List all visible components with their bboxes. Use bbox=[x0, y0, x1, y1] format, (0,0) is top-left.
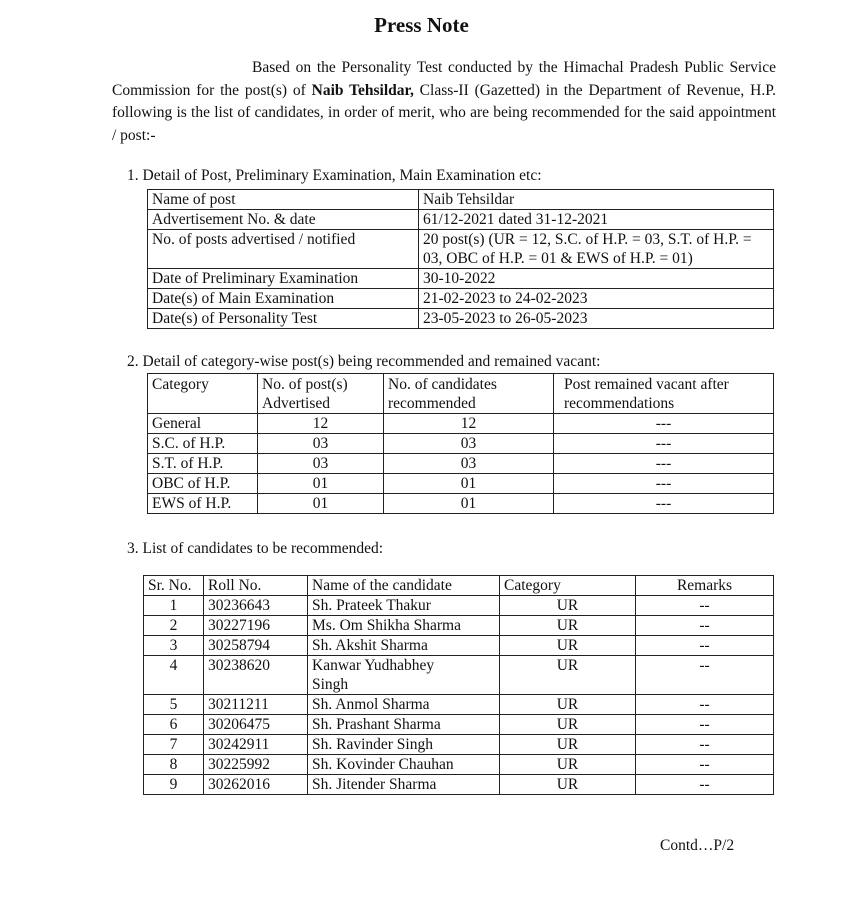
table-cell-label: No. of posts advertised / notified bbox=[148, 230, 419, 269]
table-cell-value: 21-02-2023 to 24-02-2023 bbox=[419, 289, 774, 309]
table-cell: -- bbox=[636, 656, 774, 695]
table-cell: 30227196 bbox=[204, 616, 308, 636]
table-cell: Sh. Ravinder Singh bbox=[308, 735, 500, 755]
table-row bbox=[148, 494, 774, 514]
table-cell: -- bbox=[636, 616, 774, 636]
table-row bbox=[148, 269, 774, 289]
table-cell: -- bbox=[636, 695, 774, 715]
table-row bbox=[148, 289, 774, 309]
column-header: Remarks bbox=[636, 576, 774, 596]
table-cell-value: 61/12-2021 dated 31-12-2021 bbox=[419, 210, 774, 230]
table-cell: Sh. Prashant Sharma bbox=[308, 715, 500, 735]
table-row bbox=[144, 735, 774, 755]
table-cell-label: Date(s) of Main Examination bbox=[148, 289, 419, 309]
table-cell: UR bbox=[500, 715, 636, 735]
column-header: No. of candidates recommended bbox=[384, 374, 554, 414]
page-title: Press Note bbox=[374, 13, 469, 37]
table-row bbox=[144, 656, 774, 695]
table-cell: S.C. of H.P. bbox=[148, 434, 258, 454]
table-row bbox=[148, 454, 774, 474]
table-cell: 30225992 bbox=[204, 755, 308, 775]
table-cell: 6 bbox=[144, 715, 204, 735]
table-cell: 03 bbox=[384, 454, 554, 474]
table-cell: 7 bbox=[144, 735, 204, 755]
section3-heading: 3. List of candidates to be recommended: bbox=[127, 540, 384, 557]
table-cell: Sh. Anmol Sharma bbox=[308, 695, 500, 715]
column-header: No. of post(s) Advertised bbox=[258, 374, 384, 414]
table-cell: 30258794 bbox=[204, 636, 308, 656]
table-cell: UR bbox=[500, 735, 636, 755]
table-cell: Sh. Jitender Sharma bbox=[308, 775, 500, 795]
table-cell: --- bbox=[554, 434, 774, 454]
table-cell: -- bbox=[636, 755, 774, 775]
table-header-row bbox=[144, 576, 774, 596]
column-header: Roll No. bbox=[204, 576, 308, 596]
table-cell: Ms. Om Shikha Sharma bbox=[308, 616, 500, 636]
table-cell: Sh. Kovinder Chauhan bbox=[308, 755, 500, 775]
column-header: Category bbox=[500, 576, 636, 596]
table-cell: 30206475 bbox=[204, 715, 308, 735]
table-cell: 9 bbox=[144, 775, 204, 795]
table-cell: 01 bbox=[258, 494, 384, 514]
table-row bbox=[144, 636, 774, 656]
table-cell: 01 bbox=[384, 494, 554, 514]
table-cell: EWS of H.P. bbox=[148, 494, 258, 514]
post-details-table bbox=[147, 189, 774, 329]
table-row bbox=[144, 695, 774, 715]
table-cell: UR bbox=[500, 596, 636, 616]
table-cell: 8 bbox=[144, 755, 204, 775]
table-row bbox=[148, 474, 774, 494]
table-cell: --- bbox=[554, 454, 774, 474]
table-cell: 30211211 bbox=[204, 695, 308, 715]
table-cell: 01 bbox=[258, 474, 384, 494]
table-cell-label: Date(s) of Personality Test bbox=[148, 309, 419, 329]
category-table bbox=[147, 373, 774, 514]
section1-heading: 1. Detail of Post, Preliminary Examination, Main Examination etc: bbox=[127, 167, 542, 184]
table-cell: 2 bbox=[144, 616, 204, 636]
table-cell: Sh. Prateek Thakur bbox=[308, 596, 500, 616]
table-cell: --- bbox=[554, 494, 774, 514]
table-cell: 12 bbox=[384, 414, 554, 434]
column-header: Category bbox=[148, 374, 258, 414]
table-cell: 12 bbox=[258, 414, 384, 434]
table-cell-value: 20 post(s) (UR = 12, S.C. of H.P. = 03, S.T. of H.P. = 03, OBC of H.P. = 01 & EWS of H.P. = 01) bbox=[419, 230, 774, 269]
table-cell: 01 bbox=[384, 474, 554, 494]
table-cell: 5 bbox=[144, 695, 204, 715]
table-cell: UR bbox=[500, 775, 636, 795]
table-cell-value: 23-05-2023 to 26-05-2023 bbox=[419, 309, 774, 329]
table-cell: Kanwar Yudhabhey Singh bbox=[308, 656, 500, 695]
table-cell: 1 bbox=[144, 596, 204, 616]
table-row bbox=[144, 715, 774, 735]
table-cell: 03 bbox=[258, 434, 384, 454]
table-row bbox=[148, 210, 774, 230]
section2-heading: 2. Detail of category-wise post(s) being recommended and remained vacant: bbox=[127, 353, 601, 370]
table-cell: 30262016 bbox=[204, 775, 308, 795]
table-cell: -- bbox=[636, 596, 774, 616]
table-cell: OBC of H.P. bbox=[148, 474, 258, 494]
table-row bbox=[148, 190, 774, 210]
table-cell: 3 bbox=[144, 636, 204, 656]
table-cell-value: Naib Tehsildar bbox=[419, 190, 774, 210]
intro-paragraph bbox=[112, 57, 776, 147]
table-row bbox=[144, 775, 774, 795]
table-cell: UR bbox=[500, 636, 636, 656]
table-row bbox=[144, 596, 774, 616]
table-cell-label: Advertisement No. & date bbox=[148, 210, 419, 230]
table-cell-value: 30-10-2022 bbox=[419, 269, 774, 289]
table-cell: -- bbox=[636, 735, 774, 755]
table-cell: 30238620 bbox=[204, 656, 308, 695]
table-cell: S.T. of H.P. bbox=[148, 454, 258, 474]
table-row bbox=[148, 230, 774, 269]
table-cell: UR bbox=[500, 695, 636, 715]
table-cell: 4 bbox=[144, 656, 204, 695]
column-header: Post remained vacant after recommendations bbox=[554, 374, 774, 414]
table-cell: 30236643 bbox=[204, 596, 308, 616]
table-cell: UR bbox=[500, 616, 636, 636]
table-cell: 30242911 bbox=[204, 735, 308, 755]
table-cell: UR bbox=[500, 755, 636, 775]
table-cell: --- bbox=[554, 474, 774, 494]
table-cell: UR bbox=[500, 656, 636, 695]
table-cell: -- bbox=[636, 715, 774, 735]
table-cell: 03 bbox=[384, 434, 554, 454]
table-cell-label: Date of Preliminary Examination bbox=[148, 269, 419, 289]
table-cell: -- bbox=[636, 775, 774, 795]
column-header: Name of the candidate bbox=[308, 576, 500, 596]
intro-part1: Based on the Personality Test conducted by the Himachal Pradesh Public Service Commission for the post(s) of bbox=[112, 59, 776, 99]
table-cell: 03 bbox=[258, 454, 384, 474]
table-row bbox=[144, 616, 774, 636]
table-cell: -- bbox=[636, 636, 774, 656]
continued-note: Contd…P/2 bbox=[660, 837, 735, 854]
intro-part2: Class-II (Gazetted) in the Department of Revenue, H.P. following is the list of candidates, in order of merit, who are being recommended for the said appointment / post:- bbox=[112, 81, 776, 144]
intro-post-name: Naib Tehsildar, bbox=[311, 81, 414, 99]
table-row bbox=[148, 414, 774, 434]
table-row bbox=[148, 309, 774, 329]
table-row bbox=[148, 434, 774, 454]
table-cell: --- bbox=[554, 414, 774, 434]
candidates-table bbox=[143, 575, 774, 795]
column-header: Sr. No. bbox=[144, 576, 204, 596]
table-cell-label: Name of post bbox=[148, 190, 419, 210]
table-cell: General bbox=[148, 414, 258, 434]
table-cell: Sh. Akshit Sharma bbox=[308, 636, 500, 656]
table-row bbox=[144, 755, 774, 775]
table-header-row bbox=[148, 374, 774, 414]
